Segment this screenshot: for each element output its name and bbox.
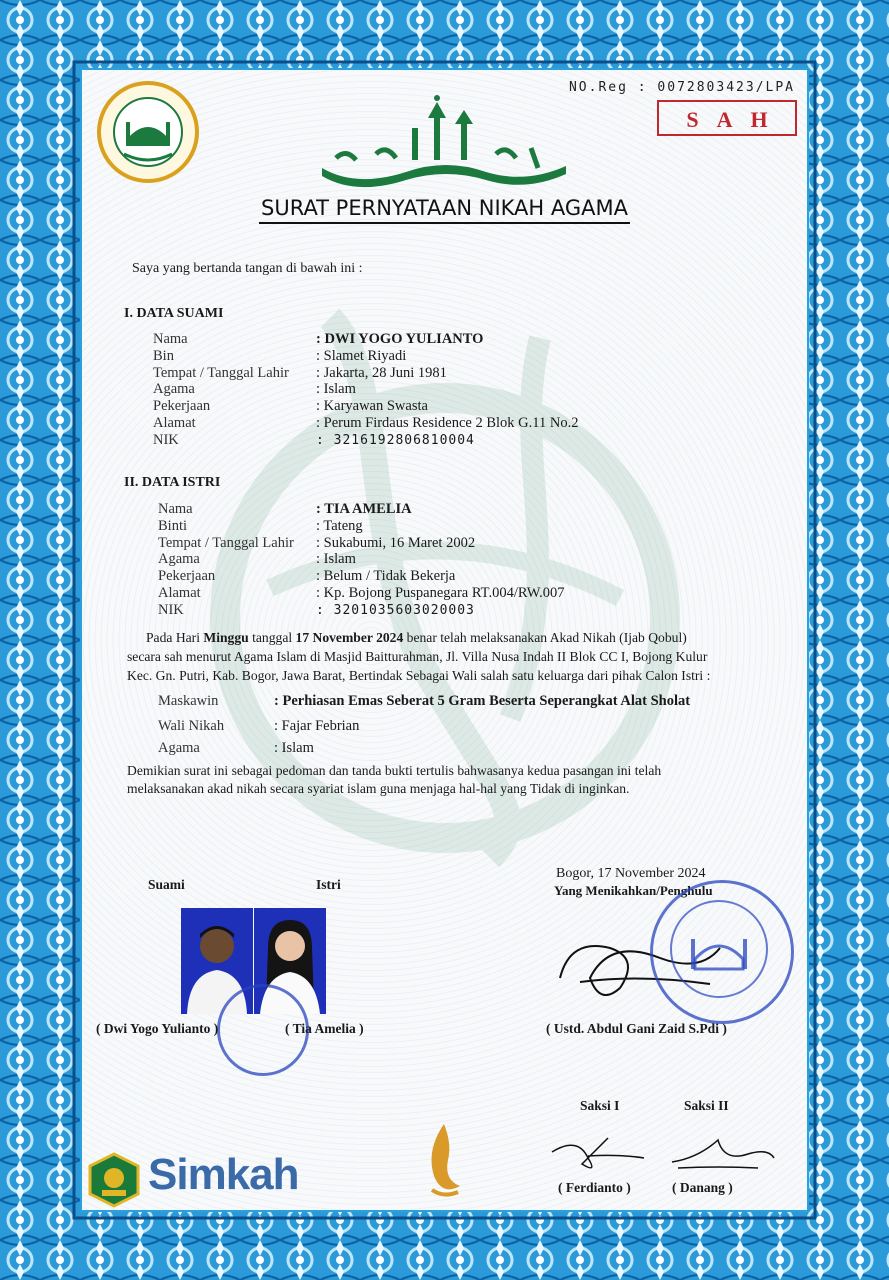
wife-value-2: : Sukabumi, 16 Maret 2002 (316, 534, 476, 551)
document-title: SURAT PERNYATAAN NIKAH AGAMA (80, 196, 809, 220)
certificate-body (80, 68, 809, 1212)
wife-label-4: Pekerjaan (158, 568, 216, 585)
husband-value-3: : Islam (316, 381, 356, 398)
simkah-logo: Simkah (148, 1150, 299, 1199)
husband-label-4: Pekerjaan (153, 398, 211, 415)
majelis-logo (96, 80, 200, 184)
status-stamp: SAH (657, 100, 797, 136)
statement-line-2: secara sah menurut Agama Islam di Masjid Baitturahman, Jl. Villa Nusa Indah II Blok CC I, Bojong Kulur (127, 649, 708, 664)
wife-value-6: : 3201035603020003 (316, 602, 475, 618)
kemenag-logo-icon (86, 1152, 142, 1208)
husband-section-title: I. DATA SUAMI (124, 306, 224, 321)
detail-value-1: : Fajar Febrian (274, 718, 360, 734)
wife-value-4: : Belum / Tidak Bekerja (316, 568, 456, 585)
closing-line-1: Demikian surat ini sebagai pedoman dan tanda bukti tertulis bahwasanya kedua pasangan ini telah (127, 763, 662, 778)
wife-label-6: NIK (158, 601, 184, 618)
officiant-name: ( Ustd. Abdul Gani Zaid S.Pdi ) (546, 1021, 727, 1036)
official-stamp-large (650, 880, 794, 1024)
husband-label: Suami (148, 877, 185, 892)
wife-name: ( Tia Amelia ) (285, 1021, 364, 1036)
husband-label-5: Alamat (153, 415, 196, 431)
place-date: Bogor, 17 November 2024 (556, 866, 706, 881)
witness-1-name: ( Ferdianto ) (558, 1180, 631, 1195)
wife-value-1: : Tateng (316, 517, 363, 534)
husband-value-4: : Karyawan Swasta (316, 398, 428, 415)
husband-label-3: Agama (153, 381, 195, 398)
husband-value-6: : 3216192806810004 (316, 432, 475, 448)
registration-number: NO.Reg : 0072803423/LPA (568, 80, 795, 95)
intro-text: Saya yang bertanda tangan di bawah ini : (132, 261, 363, 276)
husband-label-0: Nama (153, 331, 188, 347)
wife-section-title: II. DATA ISTRI (124, 475, 221, 490)
basmalah-calligraphy (316, 88, 574, 198)
wife-label-1: Binti (158, 517, 188, 534)
gold-calligraphy-icon (414, 1120, 474, 1200)
husband-label-2: Tempat / Tanggal Lahir (153, 364, 289, 381)
witness-1-label: Saksi I (580, 1098, 620, 1113)
husband-value-1: : Slamet Riyadi (316, 347, 407, 364)
detail-label-2: Agama (158, 740, 200, 756)
detail-value-0: : Perhiasan Emas Seberat 5 Gram Beserta Seperangkat Alat Sholat (274, 693, 691, 709)
wife-label-0: Nama (158, 501, 193, 517)
witness-signatures (548, 1128, 778, 1178)
husband-value-2: : Jakarta, 28 Juni 1981 (316, 364, 447, 381)
husband-label-6: NIK (153, 431, 179, 448)
witness-2-label: Saksi II (684, 1098, 729, 1113)
witness-2-name: ( Danang ) (672, 1180, 733, 1195)
detail-label-1: Wali Nikah (158, 718, 225, 734)
detail-value-2: : Islam (274, 740, 314, 756)
husband-label-1: Bin (153, 347, 174, 364)
statement-line-3: Kec. Gn. Putri, Kab. Bogor, Jawa Barat, Bertindak Sebagai Wali salah satu keluarga dari pihak Calon Istri : (127, 668, 711, 683)
husband-value-5: : Perum Firdaus Residence 2 Blok G.11 No.2 (316, 415, 579, 431)
closing-line-2: melaksanakan akad nikah secara syariat islam guna menjaga hal-hal yang Tidak di inginkan. (127, 781, 630, 796)
wife-label: Istri (316, 877, 341, 892)
husband-name: ( Dwi Yogo Yulianto ) (96, 1021, 219, 1036)
officiant-label: Yang Menikahkan/Penghulu (554, 883, 713, 898)
wife-label-5: Alamat (158, 585, 201, 601)
wife-label-2: Tempat / Tanggal Lahir (158, 534, 294, 551)
wife-value-3: : Islam (316, 551, 356, 568)
wife-value-5: : Kp. Bojong Puspanegara RT.004/RW.007 (316, 585, 565, 601)
wife-value-0: : TIA AMELIA (316, 501, 412, 517)
statement-line-1: Pada Hari Minggu tanggal 17 November 2024 benar telah melaksanakan Akad Nikah (Ijab Qobul) (146, 630, 687, 645)
detail-label-0: Maskawin (158, 693, 219, 709)
wife-label-3: Agama (158, 551, 200, 568)
husband-value-0: : DWI YOGO YULIANTO (316, 331, 484, 347)
